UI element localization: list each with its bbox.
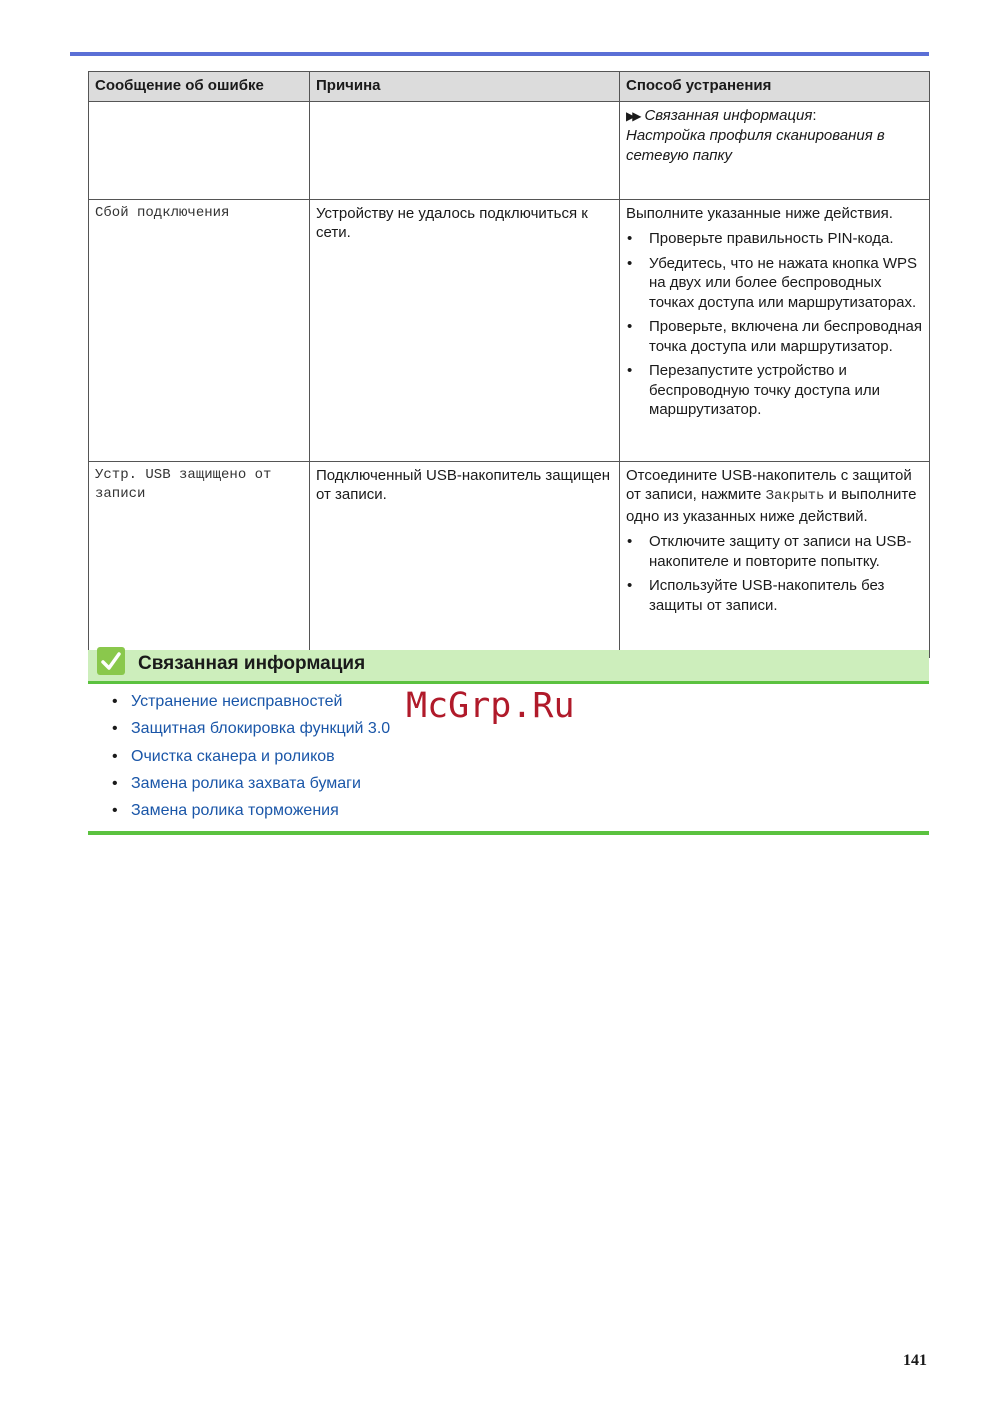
- link-replace-pick-roller[interactable]: Замена ролика захвата бумаги: [131, 774, 361, 792]
- row1-bullets: [626, 229, 923, 420]
- link-troubleshooting[interactable]: Устранение неисправностей: [131, 693, 343, 710]
- related-info-title: Связанная информация: [138, 653, 366, 674]
- table-row: [89, 461, 930, 657]
- list-item: • Замена ролика захвата бумаги: [112, 774, 361, 792]
- watermark: McGrp.Ru: [406, 686, 575, 726]
- page-number: 141: [903, 1352, 927, 1369]
- list-item: • Защитная блокировка функций 3.0: [112, 720, 391, 738]
- link-secure-function-lock[interactable]: Защитная блокировка функций 3.0: [131, 720, 391, 738]
- table-header-row: [89, 72, 930, 102]
- list-item: • Отключите защиту от записи на USB-накопителе и повторите попытку.: [627, 533, 912, 570]
- list-item: • Проверьте правильность PIN-кода.: [627, 230, 894, 247]
- related-links-list: [112, 692, 390, 828]
- row1-message: Сбой подключения: [89, 199, 310, 461]
- link-replace-brake-roller[interactable]: Замена ролика торможения: [131, 802, 339, 820]
- row0-solution: ▶▶ Связанная информация: Настройка профиля сканирования в сетевую папку: [620, 101, 930, 199]
- checkmark-icon: [97, 647, 125, 675]
- row0-cause: [310, 101, 620, 199]
- row2-cause: Подключенный USB-накопитель защищен от записи.: [310, 461, 620, 657]
- header-solution: Способ устранения: [620, 72, 930, 102]
- row2-message: Устр. USB защищено от записи: [89, 461, 310, 657]
- list-item: • Перезапустите устройство и беспроводную точку доступа или маршрутизатор.: [627, 362, 881, 418]
- list-item: • Замена ролика торможения: [112, 802, 339, 820]
- table-row: [89, 199, 930, 461]
- top-rule: [70, 52, 929, 56]
- double-arrow-icon: ▶▶: [626, 108, 639, 123]
- row0-message: [89, 101, 310, 199]
- link-clean-scanner[interactable]: Очистка сканера и роликов: [131, 747, 335, 765]
- row2-solution: [620, 461, 930, 657]
- related-info-link[interactable]: Настройка профиля сканирования в сетевую папку: [626, 127, 885, 164]
- header-message: Сообщение об ошибке: [89, 72, 310, 102]
- row2-bullets: [626, 532, 923, 615]
- header-cause: Причина: [310, 72, 620, 102]
- list-item: • Очистка сканера и роликов: [112, 747, 335, 765]
- close-button-label: Закрыть: [765, 488, 825, 504]
- row1-intro: Выполните указанные ниже действия.: [626, 204, 893, 222]
- row2-intro: Отсоедините USB-накопитель с защитой от записи, нажмите Закрыть и выполните одно из указанных ниже действий.: [626, 466, 917, 525]
- list-item: • Устранение неисправностей: [112, 693, 343, 710]
- table-row: [89, 101, 930, 199]
- list-item: • Используйте USB-накопитель без защиты от записи.: [627, 577, 885, 614]
- related-info-header: [88, 650, 929, 684]
- error-table: [88, 71, 930, 658]
- related-info-label: Связанная информация: [644, 106, 813, 124]
- row1-cause: Устройству не удалось подключиться к сети.: [310, 199, 620, 461]
- list-item: • Убедитесь, что не нажата кнопка WPS на двух или более беспроводных точках доступа или маршрутизаторах.: [627, 254, 918, 311]
- row1-solution: [620, 199, 930, 461]
- bottom-rule: [88, 831, 929, 835]
- list-item: • Проверьте, включена ли беспроводная точка доступа или маршрутизатор.: [627, 318, 922, 355]
